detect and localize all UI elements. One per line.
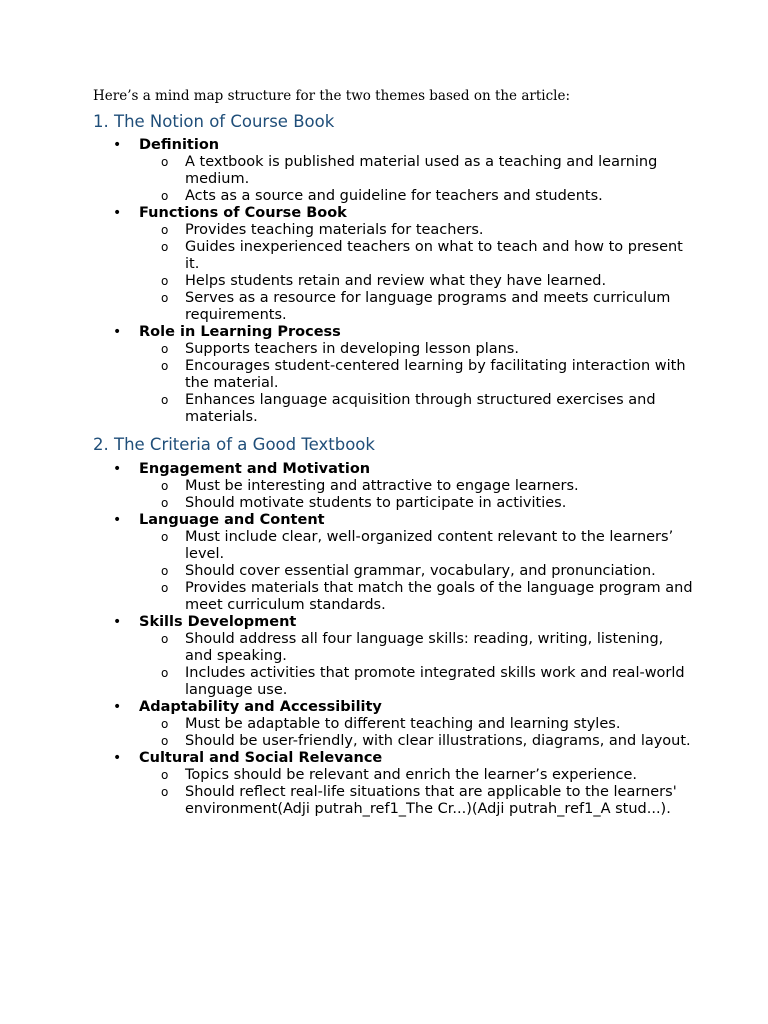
- bullet-icon: •: [113, 461, 122, 477]
- sub-bullet-icon: o: [161, 393, 169, 407]
- topic-list-criteria: [93, 461, 693, 818]
- point-text: Encourages student-centered learning by facilitating interaction with the material.: [185, 358, 686, 391]
- point-list: [139, 631, 693, 699]
- list-item: [139, 784, 693, 818]
- list-item: [139, 222, 693, 239]
- list-item: [139, 154, 693, 188]
- point-text: Provides materials that match the goals of the language program and meet curriculum standards.: [185, 580, 693, 613]
- topic-list-notion: [93, 137, 693, 426]
- sub-bullet-icon: o: [161, 274, 169, 288]
- topic-role: [93, 324, 693, 426]
- point-text: A textbook is published material used as a teaching and learning medium.: [185, 154, 658, 187]
- point-list: [139, 478, 693, 512]
- list-item: [139, 563, 693, 580]
- list-item: [139, 188, 693, 205]
- list-item: [139, 358, 693, 392]
- intro-paragraph: Here’s a mind map structure for the two themes based on the article:: [93, 88, 571, 104]
- sub-bullet-icon: o: [161, 564, 169, 578]
- point-text: Should be user-friendly, with clear illustrations, diagrams, and layout.: [185, 733, 691, 749]
- point-text: Provides teaching materials for teachers.: [185, 222, 484, 238]
- sub-bullet-icon: o: [161, 666, 169, 680]
- topic-title: Cultural and Social Relevance: [139, 750, 383, 766]
- sub-bullet-icon: o: [161, 189, 169, 203]
- topic-title: Skills Development: [139, 614, 297, 630]
- topic-title: Adaptability and Accessibility: [139, 699, 382, 715]
- document-page: [93, 87, 693, 818]
- point-list: [139, 341, 693, 426]
- list-item: [139, 273, 693, 290]
- point-list: [139, 767, 693, 818]
- topic-title: Role in Learning Process: [139, 324, 341, 340]
- point-list: [139, 154, 693, 205]
- sub-bullet-icon: o: [161, 359, 169, 373]
- point-text: Supports teachers in developing lesson plans.: [185, 341, 519, 357]
- bullet-icon: •: [113, 324, 122, 340]
- point-text: Serves as a resource for language programs and meets curriculum requirements.: [185, 290, 671, 323]
- sub-bullet-icon: o: [161, 785, 169, 799]
- sub-bullet-icon: o: [161, 581, 169, 595]
- point-list: [139, 529, 693, 614]
- sub-bullet-icon: o: [161, 632, 169, 646]
- topic-cultural: [93, 750, 693, 818]
- topic-functions: [93, 205, 693, 324]
- point-text: Must include clear, well-organized content relevant to the learners’ level.: [185, 529, 674, 562]
- list-item: [139, 239, 693, 273]
- list-item: [139, 631, 693, 665]
- list-item: [139, 478, 693, 495]
- sub-bullet-icon: o: [161, 530, 169, 544]
- topic-title: Language and Content: [139, 512, 325, 528]
- list-item: [139, 580, 693, 614]
- topic-adaptability: [93, 699, 693, 750]
- list-item: [139, 341, 693, 358]
- list-item: [139, 290, 693, 324]
- point-list: [139, 716, 693, 750]
- topic-title: Definition: [139, 137, 220, 153]
- point-text: Should address all four language skills: reading, writing, listening, and speaking.: [185, 631, 664, 664]
- section-heading-notion: 1. The Notion of Course Book: [93, 112, 335, 131]
- topic-title: Functions of Course Book: [139, 205, 347, 221]
- sub-bullet-icon: o: [161, 768, 169, 782]
- bullet-icon: •: [113, 750, 122, 766]
- point-text: Must be adaptable to different teaching and learning styles.: [185, 716, 621, 732]
- list-item: [139, 733, 693, 750]
- list-item: [139, 495, 693, 512]
- bullet-icon: •: [113, 699, 122, 715]
- topic-definition: [93, 137, 693, 205]
- bullet-icon: •: [113, 137, 122, 153]
- bullet-icon: •: [113, 614, 122, 630]
- sub-bullet-icon: o: [161, 479, 169, 493]
- point-text: Should reflect real-life situations that are applicable to the learners' environment(Adji putrah_ref1_The Cr...)(Adji putrah_ref1_A stud...).: [185, 784, 677, 817]
- point-text: Must be interesting and attractive to engage learners.: [185, 478, 579, 494]
- point-text: Includes activities that promote integrated skills work and real-world language use.: [185, 665, 685, 698]
- topic-skills: [93, 614, 693, 699]
- point-text: Acts as a source and guideline for teachers and students.: [185, 188, 603, 204]
- point-text: Helps students retain and review what they have learned.: [185, 273, 607, 289]
- point-list: [139, 222, 693, 324]
- list-item: [139, 529, 693, 563]
- point-text: Enhances language acquisition through structured exercises and materials.: [185, 392, 656, 425]
- sub-bullet-icon: o: [161, 240, 169, 254]
- point-text: Guides inexperienced teachers on what to teach and how to present it.: [185, 239, 683, 272]
- topic-engagement: [93, 461, 693, 512]
- topic-language-content: [93, 512, 693, 614]
- point-text: Should motivate students to participate in activities.: [185, 495, 567, 511]
- list-item: [139, 716, 693, 733]
- sub-bullet-icon: o: [161, 291, 169, 305]
- sub-bullet-icon: o: [161, 496, 169, 510]
- sub-bullet-icon: o: [161, 342, 169, 356]
- sub-bullet-icon: o: [161, 155, 169, 169]
- list-item: [139, 392, 693, 426]
- point-text: Topics should be relevant and enrich the learner’s experience.: [185, 767, 638, 783]
- bullet-icon: •: [113, 512, 122, 528]
- sub-bullet-icon: o: [161, 734, 169, 748]
- list-item: [139, 767, 693, 784]
- point-text: Should cover essential grammar, vocabulary, and pronunciation.: [185, 563, 656, 579]
- topic-title: Engagement and Motivation: [139, 461, 371, 477]
- bullet-icon: •: [113, 205, 122, 221]
- section-heading-criteria: 2. The Criteria of a Good Textbook: [93, 435, 375, 454]
- sub-bullet-icon: o: [161, 717, 169, 731]
- sub-bullet-icon: o: [161, 223, 169, 237]
- list-item: [139, 665, 693, 699]
